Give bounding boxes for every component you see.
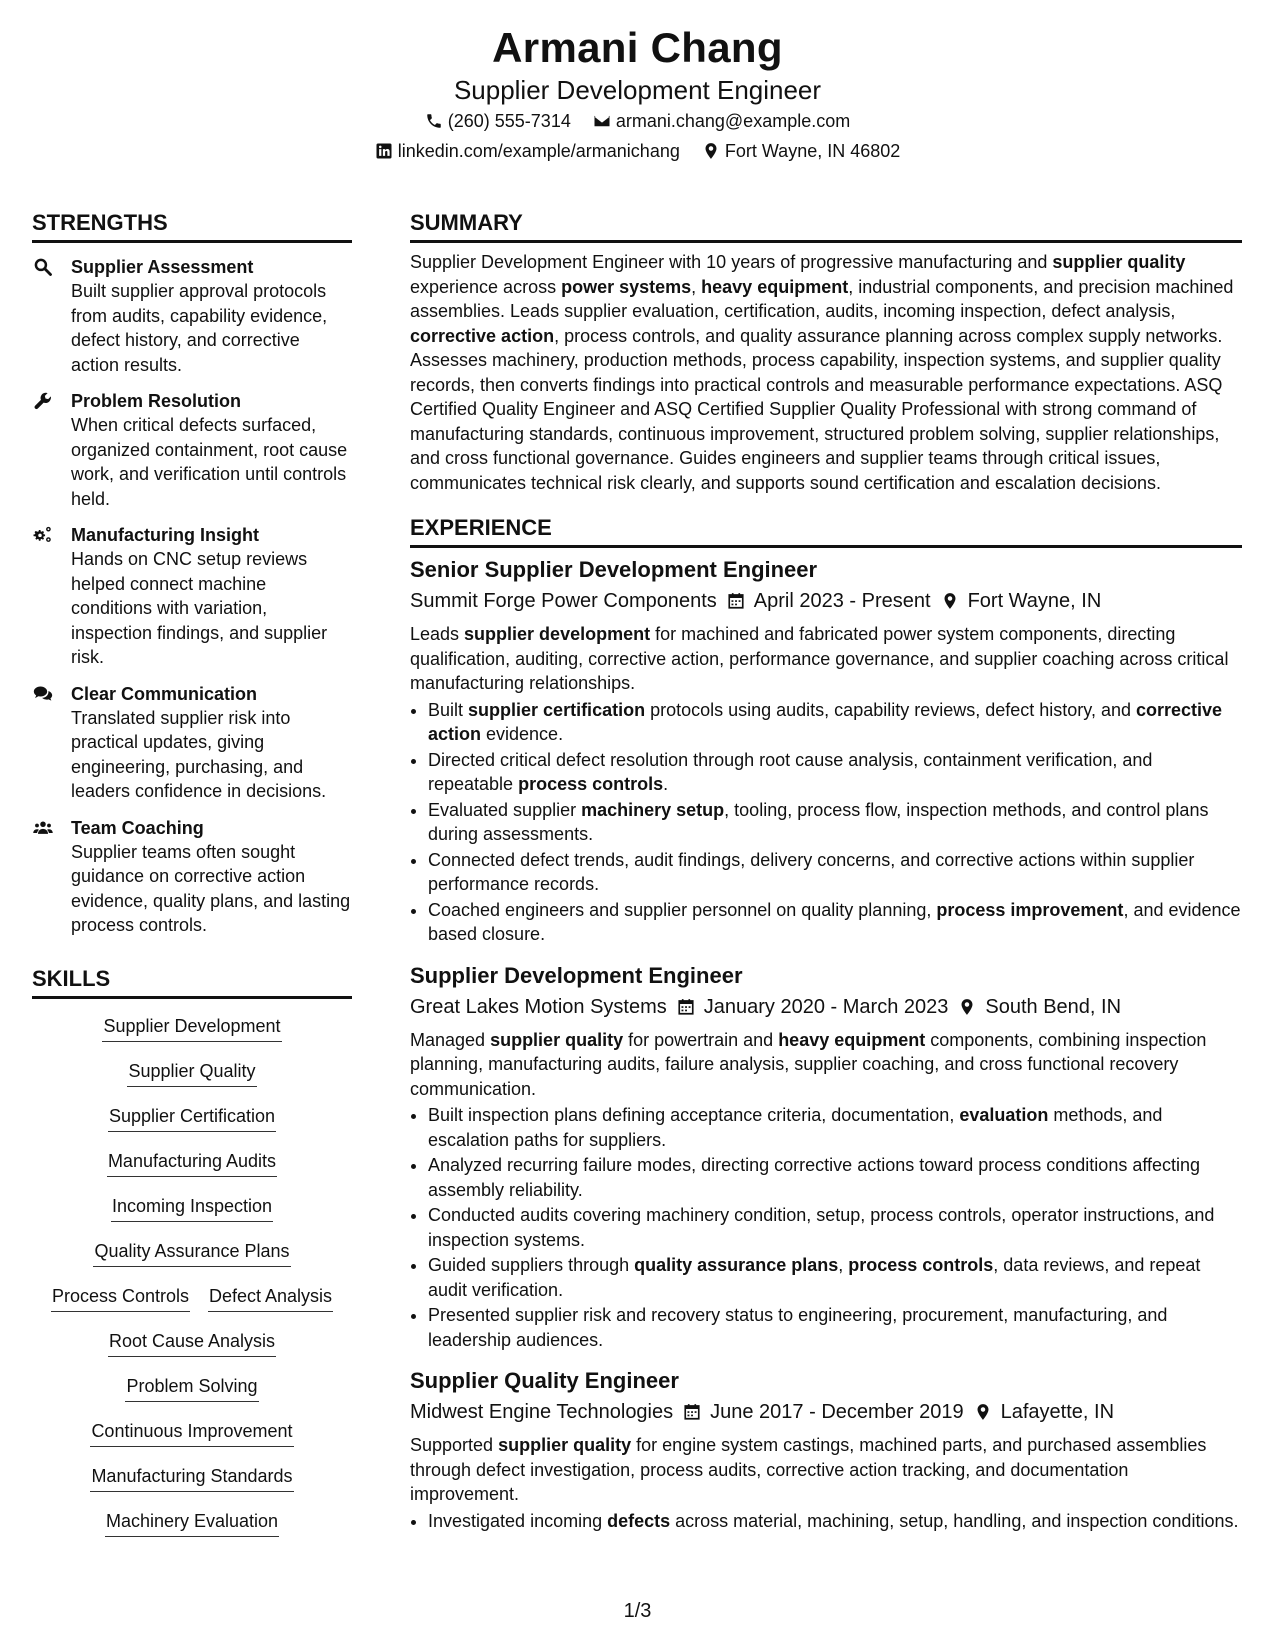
skill-row (32, 1463, 352, 1508)
job-bullet-emphasis: process improvement (936, 899, 1124, 920)
job-bullet-text: Built inspection plans defining acceptance criteria, documentation, (428, 1105, 960, 1125)
job-bullet-text: methods, and escalation paths for suppliers. (428, 1105, 1163, 1150)
job-bullet-emphasis: process controls (518, 774, 664, 794)
job-description (410, 1028, 1242, 1102)
skill-process-controls: Process Controls (51, 1283, 190, 1312)
skill-manufacturing-audits: Manufacturing Audits (107, 1148, 277, 1177)
skill-row (32, 1283, 352, 1328)
job-bullet-emphasis: corrective action (428, 699, 1223, 744)
job-dates (677, 992, 949, 1022)
job-company: Midwest Engine Technologies (410, 1401, 674, 1423)
resume-header (0, 22, 1275, 166)
strength-description: Translated supplier risk into practical updates, giving engineering, purchasing, and leaders confidence in decisions. (71, 707, 327, 801)
job-description-emphasis: supplier development (464, 624, 651, 644)
phone-contact (425, 106, 571, 136)
job-description-text: for machined and fabricated power system components, directing qualification, auditing, corrective action, performance governance, and supplier coaching across critical manufacturing relationships. (410, 624, 1229, 693)
skill-row (32, 1103, 352, 1148)
linkedin-icon (375, 142, 393, 160)
strengths-list (32, 255, 352, 938)
job-description-emphasis: heavy equipment (778, 1029, 926, 1050)
candidate-name: Armani Chang (492, 24, 783, 71)
strength-title: Clear Communication (71, 683, 258, 704)
envelope-icon (593, 112, 611, 130)
job-bullet-text: across material, machining, setup, handling, and inspection conditions. (670, 1510, 1239, 1531)
job-dates-text: April 2023 - Present (753, 590, 931, 612)
wrench-icon (32, 391, 56, 411)
job-bullets (410, 698, 1242, 947)
summary-text: , process controls, and quality assurance planning across complex supply networks. Assesses machinery, production methods, process capability, inspection systems, and supplier quality records, then converts findings into practical controls and measurable performance expectations. ASQ Certified Quality Engineer and ASQ Certified Supplier Quality Professional with strong command of manufacturing standards, continuous improvement, structured problem solving, supplier relationships, and cross functional governance. Guides engineers and supplier teams through critical issues, communicates technical risk clearly, and supports sound certification and escalation decisions. (410, 325, 1223, 493)
phone-icon (425, 112, 443, 130)
job-bullet-text: Directed critical defect resolution through root cause analysis, containment verification, and repeatable (428, 749, 1153, 794)
map-marker-icon (702, 142, 720, 160)
job-bullet-text: Conducted audits covering machinery condition, setup, process controls, operator instructions, and inspection systems. (428, 1205, 1215, 1250)
skills-heading: SKILLS (32, 964, 352, 999)
job-bullet (428, 698, 1242, 747)
location-text: Fort Wayne, IN 46802 (724, 141, 901, 161)
summary-emphasis: heavy equipment (701, 276, 849, 297)
users-icon (32, 818, 56, 838)
job-meta (410, 1397, 1242, 1427)
job-bullet (428, 1103, 1242, 1152)
job-bullet-text: , (838, 1255, 849, 1275)
skill-machinery-evaluation: Machinery Evaluation (105, 1508, 279, 1537)
map-marker-icon (941, 591, 959, 611)
jobs-list (410, 555, 1242, 1533)
job-bullet-emphasis: defects (607, 1510, 671, 1531)
summary-emphasis: corrective action (410, 325, 555, 346)
job-bullet-emphasis: quality assurance plans (634, 1255, 839, 1275)
job-bullet (428, 1509, 1242, 1534)
location-contact (702, 136, 900, 166)
skill-incoming-inspection: Incoming Inspection (111, 1193, 273, 1222)
strength-problem-resolution (32, 389, 352, 511)
strength-description: Built supplier approval protocols from audits, capability evidence, defect history, and corrective action results. (71, 281, 328, 375)
job-location-text: Lafayette, IN (1000, 1401, 1115, 1423)
job-bullet-text: . (663, 774, 669, 794)
job-bullet (428, 1253, 1242, 1302)
contact-row-2 (0, 136, 1275, 166)
job-bullet-text: Coached engineers and supplier personnel on quality planning, (428, 899, 937, 920)
search-icon (32, 257, 56, 277)
job-bullet-emphasis: supplier certification (468, 699, 646, 720)
job-title: Senior Supplier Development Engineer (410, 557, 818, 582)
job-location (958, 992, 1121, 1022)
job-meta (410, 586, 1242, 616)
skill-continuous-improvement: Continuous Improvement (90, 1418, 293, 1447)
job-entry (410, 1366, 1242, 1533)
job-location (974, 1397, 1114, 1427)
phone-text: (260) 555-7314 (447, 111, 571, 131)
summary-emphasis: power systems (561, 276, 692, 297)
job-dates (727, 586, 931, 616)
skill-row (32, 1418, 352, 1463)
skill-root-cause-analysis: Root Cause Analysis (108, 1328, 276, 1357)
page-number: 1/3 (623, 1600, 652, 1622)
linkedin-contact[interactable] (375, 136, 680, 166)
job-bullet (428, 898, 1242, 947)
job-bullet-text: , data reviews, and repeat audit verification. (428, 1255, 1201, 1300)
job-company: Summit Forge Power Components (410, 590, 717, 612)
job-dates-text: June 2017 - December 2019 (710, 1401, 964, 1423)
job-bullet-emphasis: evaluation (959, 1105, 1049, 1125)
job-bullet (428, 1153, 1242, 1202)
map-marker-icon (974, 1402, 992, 1422)
strength-title: Problem Resolution (71, 391, 242, 411)
skill-supplier-quality: Supplier Quality (127, 1058, 256, 1087)
strength-team-coaching (32, 816, 352, 938)
job-description-text: Managed (410, 1029, 491, 1050)
job-location-text: South Bend, IN (985, 995, 1122, 1018)
comments-icon (32, 684, 56, 704)
experience-heading: EXPERIENCE (410, 513, 1242, 548)
job-bullet (428, 798, 1242, 847)
job-bullet (428, 748, 1242, 797)
job-bullet-text: , tooling, process flow, inspection methods, and control plans during assessments. (428, 799, 1209, 844)
calendar-icon (677, 997, 695, 1017)
strength-description: Supplier teams often sought guidance on corrective action evidence, quality plans, and lasting process controls. (71, 841, 351, 935)
map-marker-icon (958, 997, 976, 1017)
job-description (410, 1433, 1242, 1507)
job-bullet-text: evidence. (481, 724, 564, 744)
job-title: Supplier Development Engineer (410, 962, 743, 988)
job-bullets (410, 1509, 1242, 1534)
job-bullet-text: Guided suppliers through (428, 1255, 635, 1275)
job-dates-text: January 2020 - March 2023 (703, 995, 949, 1018)
job-description-text: for engine system castings, machined parts, and purchased assemblies through defect investigation, process audits, corrective action tracking, and documentation improvement. (410, 1435, 1207, 1504)
job-bullet-text: protocols using audits, capability reviews, defect history, and (645, 699, 1136, 720)
job-bullet-text: Evaluated supplier (428, 799, 582, 820)
job-location (941, 586, 1102, 616)
job-title: Supplier Quality Engineer (410, 1368, 679, 1393)
skill-defect-analysis: Defect Analysis (208, 1283, 333, 1312)
skill-supplier-certification: Supplier Certification (108, 1103, 276, 1132)
skill-row (32, 1508, 352, 1553)
left-column (32, 208, 352, 1553)
job-description (410, 622, 1242, 696)
gears-icon (32, 525, 56, 545)
job-bullet-text: Presented supplier risk and recovery status to engineering, procurement, manufacturing, and leadership audiences. (428, 1305, 1168, 1350)
strength-supplier-assessment (32, 255, 352, 377)
right-column (410, 208, 1242, 1534)
calendar-icon (683, 1402, 701, 1422)
skill-row (32, 1238, 352, 1283)
job-bullet-text: Connected defect trends, audit findings, delivery concerns, and corrective actions within supplier performance records. (428, 849, 1195, 894)
job-description-emphasis: supplier quality (490, 1029, 624, 1050)
contact-row-1 (0, 106, 1275, 136)
job-bullet (428, 848, 1242, 897)
strength-title: Supplier Assessment (71, 257, 254, 277)
summary-emphasis: supplier quality (1052, 252, 1186, 272)
summary-text: , (691, 276, 702, 297)
summary-text (410, 250, 1242, 495)
linkedin-text[interactable]: linkedin.com/example/armanichang (397, 141, 680, 161)
strength-title: Manufacturing Insight (71, 525, 259, 545)
summary-text: Supplier Development Engineer with 10 years of progressive manufacturing and (410, 252, 1053, 272)
skill-row (32, 1013, 352, 1058)
skill-row (32, 1328, 352, 1373)
skill-problem-solving: Problem Solving (125, 1373, 258, 1402)
job-bullet (428, 1303, 1242, 1352)
strength-clear-communication (32, 682, 352, 804)
skill-manufacturing-standards: Manufacturing Standards (90, 1463, 293, 1492)
email-contact[interactable] (593, 106, 850, 136)
skill-quality-assurance-plans: Quality Assurance Plans (93, 1238, 290, 1267)
skill-row (32, 1148, 352, 1193)
job-description-text: for powertrain and (623, 1029, 779, 1050)
job-description-text: components, combining inspection planning, manufacturing audits, failure analysis, supplier coaching, and cross functional recovery communication. (410, 1029, 1207, 1099)
strength-description: When critical defects surfaced, organized containment, root cause work, and verification until controls held. (71, 415, 348, 509)
job-bullet-text: Analyzed recurring failure modes, directing corrective actions toward process conditions affecting assembly reliability. (428, 1155, 1201, 1200)
job-bullet-text: Investigated incoming (428, 1510, 608, 1531)
summary-text: , industrial components, and precision machined assemblies. Leads supplier evaluation, certification, audits, incoming inspection, defect analysis, (410, 276, 1234, 321)
job-entry (410, 961, 1242, 1353)
strength-manufacturing-insight (32, 523, 352, 670)
skill-row (32, 1058, 352, 1103)
skill-row (32, 1193, 352, 1238)
strengths-heading: STRENGTHS (32, 208, 352, 243)
job-description-text: Leads (410, 624, 465, 644)
email-text[interactable]: armani.chang@example.com (615, 111, 851, 131)
job-meta (410, 992, 1242, 1022)
strength-title: Team Coaching (71, 817, 204, 838)
job-bullets (410, 1103, 1242, 1352)
job-bullet-text: Built (428, 699, 469, 720)
job-company: Great Lakes Motion Systems (410, 995, 667, 1018)
job-description-emphasis: supplier quality (498, 1435, 632, 1455)
calendar-icon (727, 591, 745, 611)
job-location-text: Fort Wayne, IN (967, 590, 1102, 612)
job-dates (683, 1397, 964, 1427)
summary-text: experience across (410, 276, 562, 297)
job-bullet-emphasis: process controls (848, 1255, 994, 1275)
job-description-text: Supported (410, 1435, 499, 1455)
job-bullet-emphasis: machinery setup (581, 799, 725, 820)
candidate-title: Supplier Development Engineer (453, 75, 822, 105)
strength-description: Hands on CNC setup reviews helped connect machine conditions with variation, inspection findings, and supplier risk. (71, 549, 328, 667)
skill-supplier-development: Supplier Development (102, 1013, 281, 1042)
job-entry (410, 555, 1242, 947)
job-bullet (428, 1203, 1242, 1252)
skill-row (32, 1373, 352, 1418)
summary-heading: SUMMARY (410, 208, 1242, 243)
job-bullet-text: , and evidence based closure. (428, 899, 1241, 944)
skills-list (32, 1013, 352, 1553)
